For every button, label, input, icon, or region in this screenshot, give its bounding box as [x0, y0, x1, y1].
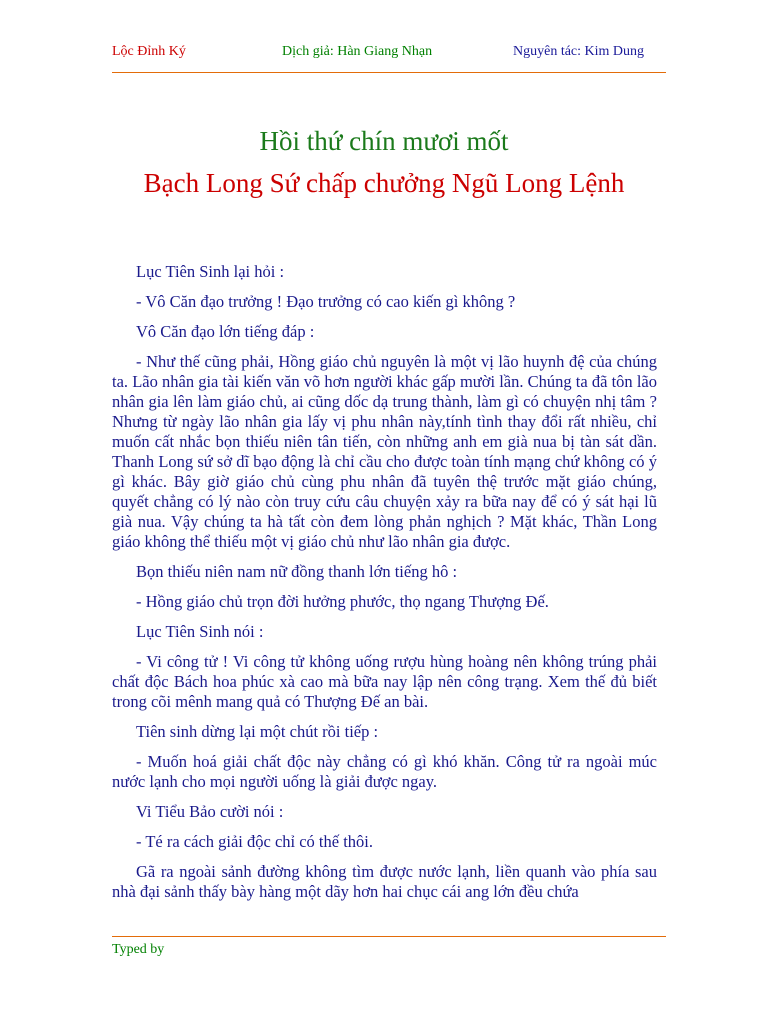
paragraph: Vô Căn đạo lớn tiếng đáp :: [136, 322, 315, 341]
original-author-credit: Nguyên tác: Kim Dung: [513, 44, 645, 59]
paragraph: Vi Tiểu Bảo cười nói :: [136, 802, 284, 821]
paragraph: - Như thế cũng phải, Hồng giáo chủ nguyên là một vị lão huynh đệ của chúng ta. Lão nhân gia tài kiến văn võ hơn người khác gấp mười lần. Chúng ta đã tôn lão nhân gia lên làm giáo chủ, ai cũng dốc dạ trung thành, làm gì có chuyện nhị tâm ? Nhưng từ ngày lão nhân gia lấy vị phu nhân này,tính tình thay đổi rất nhiều, chỉ muốn cất nhắc bọn thiếu niên tân tiến, còn những anh em già nua bị tàn sát dần. Thanh Long sứ sở dĩ bạo động là chỉ cầu cho được toàn tính mạng chứ không có ý gì khác. Bây giờ giáo chủ cùng phu nhân đã tuyên thệ trước mặt giáo chúng, quyết chẳng có lý nào còn truy cứu câu chuyện xảy ra bữa nay để có ý sát hại lũ già nua. Vậy chúng ta hà tất còn đem lòng phản nghịch ? Mặt khác, Thần Long giáo không thể thiếu một vị giáo chủ như lão nhân gia được.: [112, 352, 657, 551]
footer-text: Typed by: [112, 942, 165, 957]
paragraph: Lục Tiên Sinh lại hỏi :: [136, 262, 285, 281]
page-header: [0, 44, 768, 68]
paragraph: Tiên sinh dừng lại một chút rồi tiếp :: [136, 722, 379, 741]
paragraph: Gã ra ngoài sảnh đường không tìm được nước lạnh, liền quanh vào phía sau nhà đại sảnh thấy bày hàng một dãy hơn hai chục cái ang lớn đều chứa: [112, 862, 657, 901]
footer-divider: [112, 936, 666, 937]
chapter-number: Hồi thứ chín mươi mốt: [259, 126, 509, 156]
chapter-body: [112, 262, 657, 912]
paragraph: - Té ra cách giải độc chỉ có thế thôi.: [136, 832, 374, 851]
book-title: Lộc Đỉnh Ký: [112, 44, 186, 59]
paragraph: Lục Tiên Sinh nói :: [136, 622, 264, 641]
paragraph: - Vi công tử ! Vi công tử không uống rượu hùng hoàng nên không trúng phải chất độc Bách hoa phúc xà cao mà bữa nay lập nên công trạng. Xem thế đủ biết trong cõi mênh mang quả có Thượng Đế an bài.: [112, 652, 657, 711]
translator-credit: Dịch giả: Hàn Giang Nhạn: [282, 44, 433, 59]
paragraph: - Muốn hoá giải chất độc này chẳng có gì khó khăn. Công tử ra ngoài múc nước lạnh cho mọi người uống là giải được ngay.: [112, 752, 657, 791]
header-divider: [112, 72, 666, 73]
paragraph: - Hồng giáo chủ trọn đời hưởng phước, thọ ngang Thượng Đế.: [136, 592, 549, 611]
paragraph: Bọn thiếu niên nam nữ đồng thanh lớn tiếng hô :: [136, 562, 458, 581]
chapter-title: Bạch Long Sứ chấp chưởng Ngũ Long Lệnh: [143, 168, 625, 198]
paragraph: - Vô Căn đạo trưởng ! Đạo trưởng có cao kiến gì không ?: [136, 292, 516, 311]
